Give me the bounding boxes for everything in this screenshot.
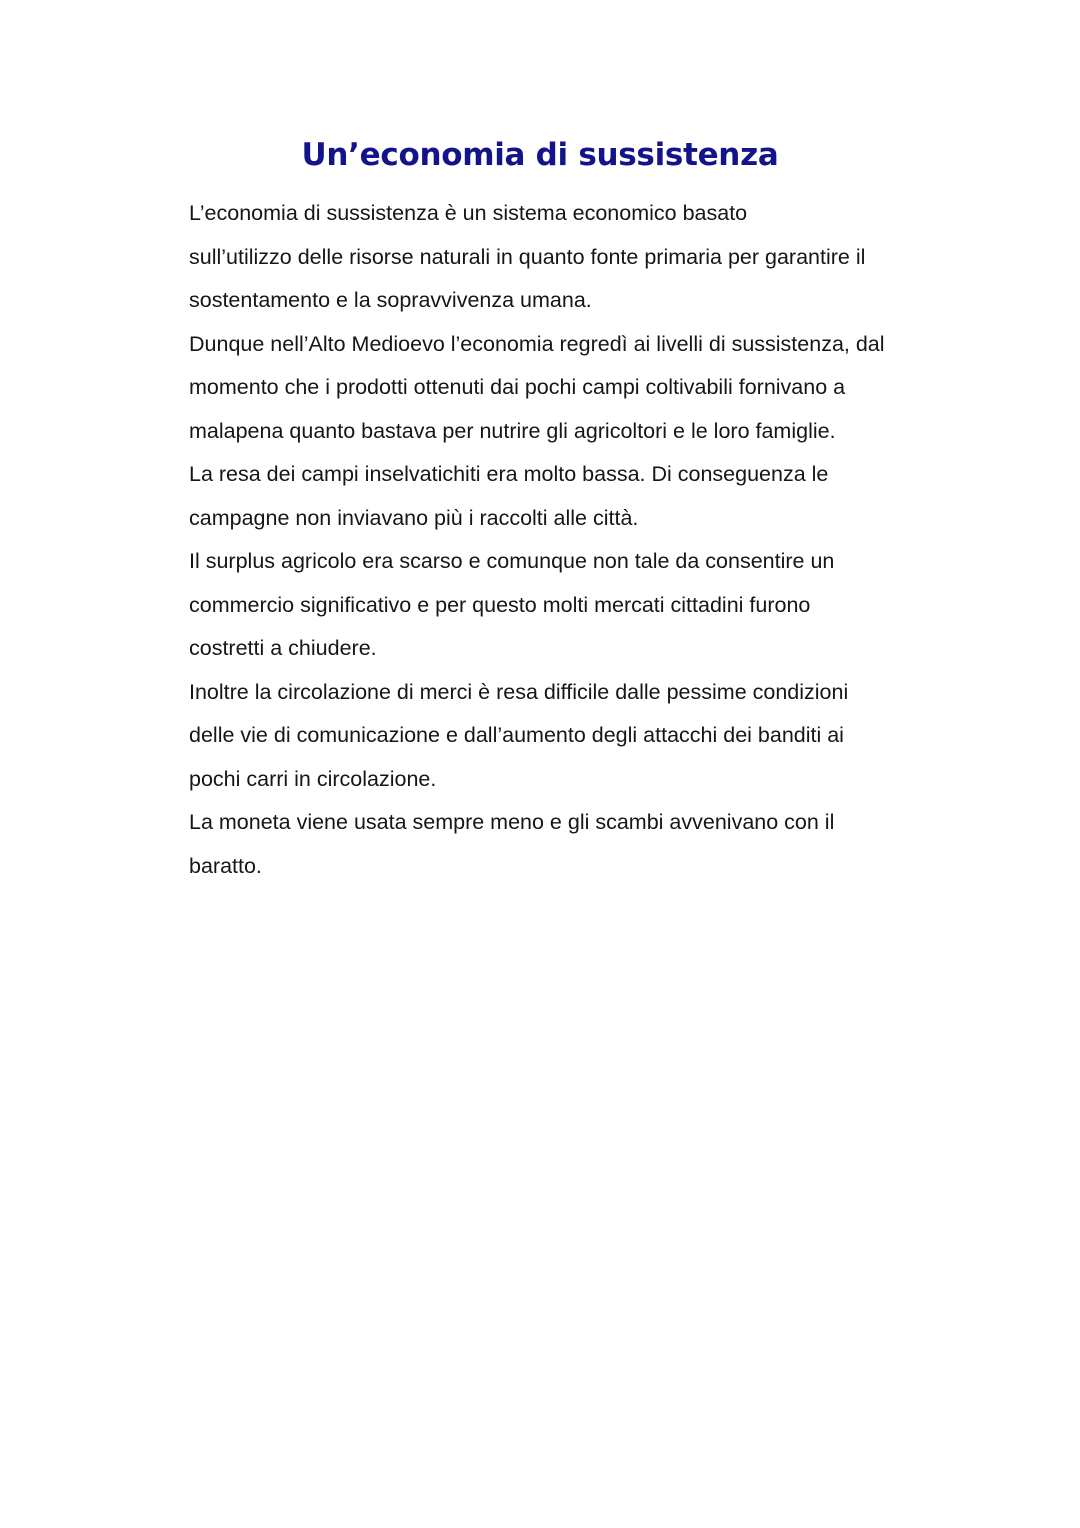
text-line: L’economia di sussistenza è un sistema economico basato <box>189 201 748 225</box>
text-line: La resa dei campi inselvatichiti era molto bassa. Di conseguenza le <box>189 462 829 486</box>
text-line: campagne non inviavano più i raccolti alle città. <box>189 505 639 530</box>
text-line: baratto. <box>189 853 262 878</box>
text-line: Inoltre la circolazione di merci è resa difficile dalle pessime condizioni <box>189 679 849 704</box>
text-line: pochi carri in circolazione. <box>189 766 437 791</box>
page-title: Un’economia di sussistenza <box>301 137 779 173</box>
text-line: costretti a chiudere. <box>189 636 377 660</box>
document-body <box>189 192 949 888</box>
text-line: La moneta viene usata sempre meno e gli scambi avvenivano con il <box>189 810 835 834</box>
text-line: momento che i prodotti ottenuti dai pochi campi coltivabili fornivano a <box>189 375 846 399</box>
text-line: sostentamento e la sopravvivenza umana. <box>189 288 592 312</box>
text-line: delle vie di comunicazione e dall’aumento degli attacchi dei banditi ai <box>189 723 844 747</box>
text-line: Il surplus agricolo era scarso e comunque non tale da consentire un <box>189 549 835 573</box>
text-line: Dunque nell’Alto Medioevo l’economia regredì ai livelli di sussistenza, dal <box>189 331 885 356</box>
text-line: commercio significativo e per questo molti mercati cittadini furono <box>189 592 811 617</box>
text-line: malapena quanto bastava per nutrire gli agricoltori e le loro famiglie. <box>189 418 836 443</box>
text-line: sull’utilizzo delle risorse naturali in quanto fonte primaria per garantire il <box>189 244 866 269</box>
